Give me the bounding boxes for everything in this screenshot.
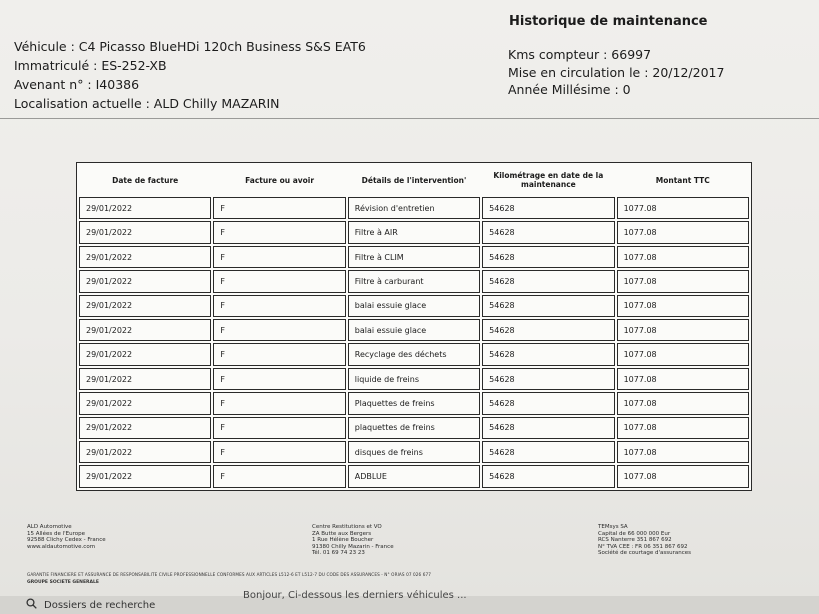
footer-restitution-center: [312, 524, 394, 557]
cell-details: plaquettes de freins: [348, 417, 480, 439]
cell-amount: 1077.08: [617, 417, 749, 439]
cell-mileage: 54628: [482, 319, 614, 341]
cell-amount: 1077.08: [617, 441, 749, 463]
cell-mileage: 54628: [482, 343, 614, 365]
table-row: [79, 392, 749, 414]
col-header-details: Détails de l'intervention': [348, 165, 480, 195]
cell-details: balai essuie glace: [348, 319, 480, 341]
cell-mileage: 54628: [482, 465, 614, 488]
vehicle-amendment: Avenant n° : I40386: [14, 77, 140, 92]
cell-amount: 1077.08: [617, 392, 749, 414]
footer-company-address: [27, 524, 106, 550]
cell-details: Révision d'entretien: [348, 197, 480, 219]
cell-invoice-type: F: [213, 343, 345, 365]
cell-mileage: 54628: [482, 246, 614, 268]
cell-invoice-type: F: [213, 417, 345, 439]
cell-date: 29/01/2022: [79, 270, 211, 292]
footer-line: TEMsys SA: [598, 524, 628, 530]
col-header-mileage: Kilométrage en date de la maintenance: [482, 165, 614, 195]
cell-details: Filtre à AIR: [348, 221, 480, 243]
footer-line: Société de courtage d'assurances: [598, 550, 691, 557]
footer-line: Capital de 66 000 000 Eur: [598, 530, 671, 537]
table-row: [79, 270, 749, 292]
footer-line: N° TVA CEE : FR 06 351 867 692: [598, 543, 688, 550]
footer-legal-entity: [598, 524, 691, 557]
cell-amount: 1077.08: [617, 246, 749, 268]
table-row: [79, 221, 749, 243]
cell-mileage: 54628: [482, 270, 614, 292]
cell-mileage: 54628: [482, 392, 614, 414]
table-header-row: [79, 165, 749, 195]
col-header-amount: Montant TTC: [617, 165, 749, 195]
table-row: [79, 441, 749, 463]
cell-date: 29/01/2022: [79, 368, 211, 390]
cell-invoice-type: F: [213, 270, 345, 292]
cell-amount: 1077.08: [617, 197, 749, 219]
footer-line: Tél. 01 69 74 23 23: [312, 550, 365, 557]
cell-invoice-type: F: [213, 441, 345, 463]
table-row: [79, 343, 749, 365]
cell-details: Plaquettes de freins: [348, 392, 480, 414]
search-icon: [26, 598, 37, 612]
vehicle-model: Véhicule : C4 Picasso BlueHDi 120ch Business S&S EAT6: [14, 39, 366, 54]
cell-invoice-type: F: [213, 392, 345, 414]
cell-amount: 1077.08: [617, 270, 749, 292]
cell-details: ADBLUE: [348, 465, 480, 488]
cell-date: 29/01/2022: [79, 465, 211, 488]
header-divider: [0, 118, 819, 119]
cell-date: 29/01/2022: [79, 392, 211, 414]
cell-invoice-type: F: [213, 295, 345, 317]
cell-invoice-type: F: [213, 465, 345, 488]
cell-mileage: 54628: [482, 368, 614, 390]
cell-amount: 1077.08: [617, 319, 749, 341]
table-row: [79, 368, 749, 390]
cell-mileage: 54628: [482, 441, 614, 463]
search-folders-label: Dossiers de recherche: [44, 599, 156, 611]
cell-invoice-type: F: [213, 319, 345, 341]
registration-date: Mise en circulation le : 20/12/2017: [508, 64, 725, 80]
cell-date: 29/01/2022: [79, 197, 211, 219]
vehicle-location: Localisation actuelle : ALD Chilly MAZARIN: [14, 96, 280, 111]
footer-line: ALD Automotive: [27, 524, 72, 530]
footer-line: 15 Allées de l'Europe: [27, 530, 85, 537]
cell-date: 29/01/2022: [79, 246, 211, 268]
message-preview[interactable]: Bonjour, Ci-dessous les derniers véhicules ...: [243, 590, 467, 601]
footer-line: Centre Restitutions et VO: [312, 524, 382, 530]
document-title: Historique de maintenance: [509, 14, 708, 29]
cell-date: 29/01/2022: [79, 441, 211, 463]
cell-amount: 1077.08: [617, 368, 749, 390]
table-row: [79, 197, 749, 219]
cell-details: Recyclage des déchets: [348, 343, 480, 365]
cell-invoice-type: F: [213, 221, 345, 243]
cell-date: 29/01/2022: [79, 343, 211, 365]
col-header-date: Date de facture: [79, 165, 211, 195]
cell-mileage: 54628: [482, 417, 614, 439]
footer-line: ZA Butte aux Bergers: [312, 530, 372, 537]
cell-details: Filtre à carburant: [348, 270, 480, 292]
model-year: Année Millésime : 0: [508, 82, 631, 97]
cell-invoice-type: F: [213, 368, 345, 390]
cell-invoice-type: F: [213, 246, 345, 268]
cell-details: Filtre à CLIM: [348, 246, 480, 268]
cell-amount: 1077.08: [617, 295, 749, 317]
cell-mileage: 54628: [482, 295, 614, 317]
cell-mileage: 54628: [482, 221, 614, 243]
cell-amount: 1077.08: [617, 343, 749, 365]
footer-legal-notice: GARANTIE FINANCIERE ET ASSURANCE DE RESPONSABILITE CIVILE PROFESSIONNELLE CONFORMES AUX ARTICLES L512-6 ET L512-7 DU CODE DES ASSURANCES - N° ORIAS 07 026 677: [27, 572, 432, 577]
cell-amount: 1077.08: [617, 465, 749, 488]
table-row: [79, 295, 749, 317]
table-row: [79, 246, 749, 268]
maintenance-table: [76, 162, 752, 491]
cell-details: liquide de freins: [348, 368, 480, 390]
vehicle-plate: Immatriculé : ES-252-XB: [14, 58, 167, 73]
footer-line: 1 Rue Hélène Boucher: [312, 537, 374, 544]
table-row: [79, 417, 749, 439]
col-header-invoice-type: Facture ou avoir: [213, 165, 345, 195]
mileage: Kms compteur : 66997: [508, 47, 652, 62]
footer-line: 92588 Clichy Cedex - France: [27, 537, 106, 544]
search-folders-button[interactable]: [26, 598, 155, 612]
document-header: [0, 0, 819, 118]
cell-date: 29/01/2022: [79, 417, 211, 439]
footer-line: RCS Nanterre 351 867 692: [598, 537, 672, 544]
cell-mileage: 54628: [482, 197, 614, 219]
cell-details: disques de freins: [348, 441, 480, 463]
footer-line: 91380 Chilly Mazarin - France: [312, 543, 394, 550]
table-row: [79, 465, 749, 488]
footer-group-name: GROUPE SOCIETE GENERALE: [27, 580, 99, 585]
cell-date: 29/01/2022: [79, 221, 211, 243]
table-row: [79, 319, 749, 341]
cell-invoice-type: F: [213, 197, 345, 219]
footer-line: www.aldautomotive.com: [27, 543, 96, 550]
vehicle-stats: [508, 46, 724, 99]
cell-date: 29/01/2022: [79, 295, 211, 317]
cell-amount: 1077.08: [617, 221, 749, 243]
cell-date: 29/01/2022: [79, 319, 211, 341]
cell-details: balai essuie glace: [348, 295, 480, 317]
vehicle-info: [14, 37, 366, 113]
